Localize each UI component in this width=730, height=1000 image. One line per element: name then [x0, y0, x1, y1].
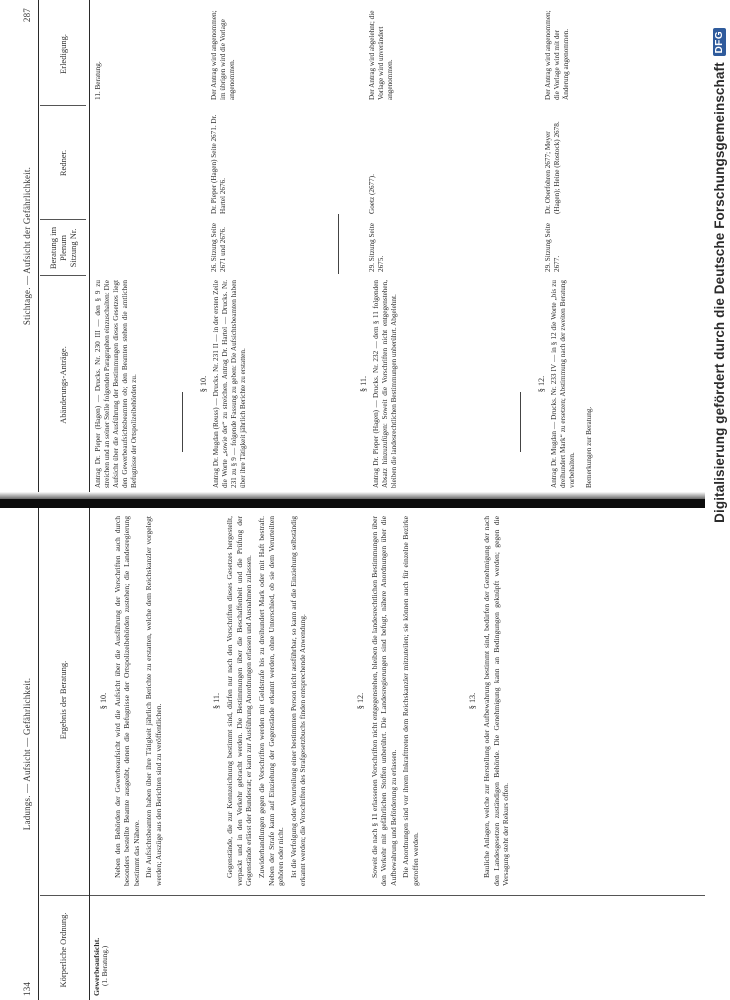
session-text: 29. Sitzung Seite 2675.: [368, 223, 385, 272]
speakers-text: Goetz (2677).: [368, 174, 376, 214]
session-text: 29. Sitzung Seite 2677.: [544, 223, 561, 272]
amendment-text: Antrag Dr. Mugdan (Reuss) — Drucks. Nr. 231 II — in der ersten Zeile die Worte „sowie der“ zu streichen. Antrag Dr. Hartel — Drucks. Nr. 231 zu § 9 — folgende Fassung zu geben: Die Aufsichtsbeamten haben über ihre Tätigkeit jährlich Berichte zu erstatten.: [212, 280, 247, 488]
amendment-block: [192, 280, 248, 488]
right-page: [0, 0, 730, 492]
left-header-rule-bottom: [89, 508, 90, 1000]
right-col-divider-3: [40, 105, 86, 106]
right-col-header-4: Erledigung.: [58, 34, 69, 74]
result-text: 11. Beratung.: [94, 61, 102, 100]
para-text: Gegenstände, die zur Kennzeichnung bestimmt sind, dürfen nur nach den Vorschriften dieses Gesetzes hergestellt, verpackt und in den Verkehr gebracht werden. Die Bestimmungen über die Beschaffenheit und die Prüfung der Gegenstände erlässt der Bundesrat; er kann zur Ausführung Anordnungen erlassen und Ausnahmen zulassen.: [225, 516, 254, 886]
para-heading: § 13.: [468, 692, 478, 710]
right-running-title: Stichtage. — Aufsicht der Gefährlichkeit.: [22, 166, 32, 326]
para-heading: § 10.: [199, 375, 208, 393]
amendment-text: Antrag Dr. Pieper (Hagen) — Drucks. Nr. 230 III — den § 9 zu streichen und an seiner Stelle folgenden Paragraphen einzuschalten: Die Aufsicht über die Ausführung der Bestimmungen dieses Gesetzes liegt den Gewerbeaufsichtsbeamten ob; den Beamten stehen die amtlichen Befugnisse der Ortspolizeibehörden zu.: [94, 280, 138, 488]
left-margin-column: [92, 900, 110, 996]
speakers-text: Dr. Pieper (Hagen) Seite 2671. Dr. Hartel 2676.: [210, 114, 227, 214]
amendment-text: Antrag Dr. Pieper (Hagen) — Drucks. Nr. 232 — dem § 11 folgenden Absatz hinzuzufügen: Soweit die Vorschriften nicht entgegenstehen, bleiben die landesrechtlichen Bestimmungen unberührt. Abgelehnt.: [372, 280, 398, 488]
book-spine-shadow: [0, 492, 730, 499]
para-text: Ist die Verfolgung oder Verurteilung einer bestimmten Person nicht ausführbar, so kann auf die Einziehung selbständig erkannt werden; die Vorschriften des Strafgesetzbuchs finden entsprechende Anwendung.: [288, 516, 308, 886]
right-page-number: 287: [22, 8, 32, 23]
dfg-watermark: [707, 28, 730, 988]
para-text: Die Anordnungen sind vor ihrem Inkrafttreten dem Reichskanzler mitzuteilen; sie können auch für einzelne Bezirke getroffen werden.: [401, 516, 420, 886]
para-text: Zuwiderhandlungen gegen die Vorschriften werden mit Geldstrafe bis zu dreihundert Mark oder mit Haft bestraft. Neben der Strafe kann auf Einziehung der Gegenstände erkannt werden, ohne Unterschied, ob sie dem Verurteilten gehören oder nicht.: [256, 516, 286, 886]
entry-sub: (1. Beratung.): [101, 945, 109, 986]
para-text: Bauliche Anlagen, welche zur Herstellung oder Aufbewahrung bestimmt sind, bedürfen der Genehmigung der nach den Landesgesetzen zuständigen Behörde. Die Genehmigung kann an Bedingungen geknüpft werden; gegen die Versagung steht der Rekurs offen.: [482, 516, 511, 886]
para-heading: § 10.: [99, 692, 108, 710]
amendment-block: [352, 280, 399, 488]
entry-label: Gewerbeaufsicht.: [92, 937, 101, 996]
row-separator: [520, 392, 521, 452]
book-spine: [0, 499, 730, 508]
dfg-logo-icon: DFG: [713, 28, 726, 56]
right-col-header-3: Redner.: [58, 149, 69, 177]
right-col-header-1: Abänderungs-Anträge.: [58, 346, 69, 424]
amendment-block: [530, 280, 594, 488]
speakers-text: Dr. Oberfohren 2677; Meyer (Hagen); Heine (Rostock) 2678.: [544, 121, 561, 214]
left-main-column: [92, 516, 514, 886]
row-separator: [182, 392, 183, 452]
para-text: Die Aufsichtsbeamten haben über ihre Tätigkeit jährlich Berichte zu erstatten, welche dem Reichskanzler vorgelegt werden; Auszüge aus den Berichten sind zu veröffentlichen.: [144, 516, 163, 886]
right-header-rule-top: [38, 0, 39, 492]
result-text: Der Antrag wird angenommen; im übrigen wird die Vorlage angenommen.: [210, 10, 236, 100]
right-col-header-2: Beratung im Plenum Sitzung Nr.: [48, 226, 78, 270]
para-heading: § 12.: [537, 375, 546, 393]
footer-note: Bemerkungen zur Beratung.: [585, 406, 593, 488]
result-text: Der Antrag wird abgelehnt; die Vorlage wird unverändert angenommen.: [368, 10, 394, 100]
left-page-number: 134: [22, 981, 32, 996]
left-col-header-1: Körperliche Ordnung.: [58, 912, 69, 988]
right-header-rule-bottom: [89, 0, 90, 492]
dfg-watermark-text: Digitalisierung gefördert durch die Deutsche Forschungsgemeinschaft: [712, 62, 727, 523]
left-column-divider: [40, 895, 720, 896]
para-heading: § 11.: [211, 692, 221, 710]
right-col-divider-1: [40, 275, 86, 276]
left-page: [0, 508, 730, 1000]
para-text: Soweit die nach § 11 erlassenen Vorschriften nicht entgegenstehen, bleiben die landesrechtlichen Bestimmungen über den Verkehr mit gefährlichen Stoffen unberührt. Die Landesregierungen sind befugt, nähere Anordnungen über die Aufbewahrung und Beförderung zu erlassen.: [369, 516, 398, 886]
para-heading: § 11.: [359, 375, 368, 393]
result-text: Der Antrag wird angenommen; die Vorlage wird mit der Änderung angenommen.: [544, 10, 570, 100]
row-separator: [338, 214, 339, 274]
left-running-title: Ladungs. — Aufsicht — Gefährlichkeit.: [22, 677, 32, 831]
session-text: 26. Sitzung Seite 2671 und 2676.: [210, 223, 227, 272]
dfg-watermark-strip: [705, 0, 730, 1000]
amendment-text: Antrag Dr. Mugdan — Drucks. Nr. 233 IV — in § 12 die Worte „bis zu dreihundert Mark“ zu ersetzen; Abstimmung nach der zweiten Beratung vorbehalten.: [550, 280, 576, 488]
left-running-head: [22, 508, 36, 1000]
para-heading: § 12.: [355, 692, 365, 710]
right-col-divider-2: [40, 219, 86, 220]
para-text: Neben den Behörden der Gewerbeaufsicht wird die Aufsicht über die Ausführung der Vorschriften auch durch besonders bestellte Beamte ausgeübt, denen die Befugnisse der Ortspolizeibehörden zustehen; die Landesregierung bestimmt das Nähere.: [112, 516, 141, 886]
right-running-head: [22, 0, 36, 492]
left-col-header-2: Ergebnis der Beratung.: [58, 660, 69, 740]
left-header-rule-top: [38, 508, 39, 1000]
